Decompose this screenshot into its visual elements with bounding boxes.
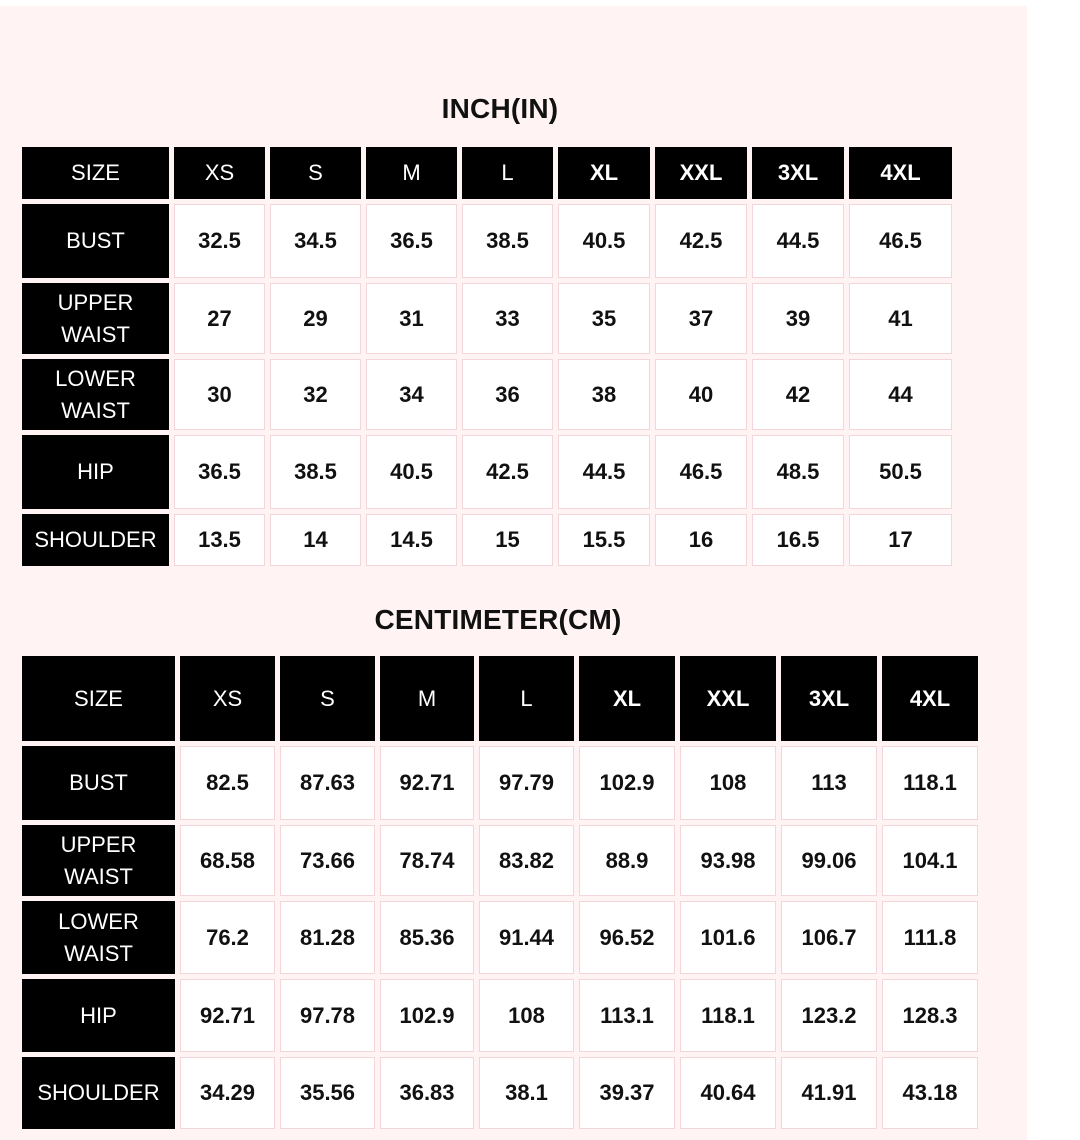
measurement-value: 34.29 (180, 1057, 275, 1129)
measurement-value: 88.9 (579, 825, 675, 896)
measurement-value: 41.91 (781, 1057, 877, 1129)
measurement-value: 118.1 (882, 746, 978, 820)
measurement-value: 128.3 (882, 979, 978, 1052)
measurement-value: 106.7 (781, 901, 877, 974)
measurement-label-line: WAIST (61, 321, 130, 347)
measurement-value: 31 (366, 283, 457, 354)
cm-chart-title: CENTIMETER(CM) (374, 604, 622, 635)
size-header-cell: S (280, 656, 375, 741)
measurement-value: 40.64 (680, 1057, 776, 1129)
measurement-row (22, 825, 978, 896)
measurement-value: 44.5 (752, 204, 844, 278)
measurement-value: 42.5 (462, 435, 553, 509)
size-header-cell: M (366, 147, 457, 199)
measurement-value: 32.5 (174, 204, 265, 278)
size-header-cell: L (479, 656, 574, 741)
inch-chart-title: INCH(IN) (441, 93, 559, 124)
measurement-label-line: BUST (66, 228, 125, 254)
measurement-value: 97.79 (479, 746, 574, 820)
measurement-label-line: LOWER (55, 365, 136, 391)
size-header-cell: M (380, 656, 474, 741)
measurement-label (22, 746, 175, 820)
measurement-label-line: SHOULDER (37, 1080, 160, 1106)
measurement-value: 38.5 (462, 204, 553, 278)
measurement-row (22, 359, 952, 430)
measurement-label-line: WAIST (64, 863, 133, 889)
cm-header-row (22, 656, 978, 741)
size-header-cell: S (270, 147, 361, 199)
measurement-value: 29 (270, 283, 361, 354)
measurement-value: 46.5 (849, 204, 952, 278)
size-header-cell: XL (558, 147, 650, 199)
measurement-value: 38 (558, 359, 650, 430)
measurement-row (22, 901, 978, 974)
measurement-value: 16.5 (752, 514, 844, 566)
measurement-value: 113 (781, 746, 877, 820)
measurement-value: 44 (849, 359, 952, 430)
size-header-cell: XXL (655, 147, 747, 199)
measurement-value: 102.9 (579, 746, 675, 820)
measurement-value: 15.5 (558, 514, 650, 566)
size-header-cell: 3XL (752, 147, 844, 199)
measurement-value: 108 (680, 746, 776, 820)
measurement-value: 34.5 (270, 204, 361, 278)
measurement-value: 92.71 (180, 979, 275, 1052)
measurement-value: 50.5 (849, 435, 952, 509)
measurement-value: 16 (655, 514, 747, 566)
measurement-value: 73.66 (280, 825, 375, 896)
measurement-value: 30 (174, 359, 265, 430)
measurement-value: 41 (849, 283, 952, 354)
measurement-value: 36.83 (380, 1057, 474, 1129)
size-header-cell: 4XL (849, 147, 952, 199)
measurement-value: 27 (174, 283, 265, 354)
measurement-value: 87.63 (280, 746, 375, 820)
measurement-value: 99.06 (781, 825, 877, 896)
measurement-label-line: WAIST (61, 397, 130, 423)
measurement-value: 92.71 (380, 746, 474, 820)
measurement-value: 104.1 (882, 825, 978, 896)
size-header-cell: XL (579, 656, 675, 741)
measurement-value: 42.5 (655, 204, 747, 278)
measurement-label (22, 901, 175, 974)
measurement-value: 82.5 (180, 746, 275, 820)
measurement-label (22, 435, 169, 509)
measurement-value: 35.56 (280, 1057, 375, 1129)
size-column-header: SIZE (22, 147, 169, 199)
measurement-label (22, 1057, 175, 1129)
measurement-value: 36.5 (174, 435, 265, 509)
measurement-value: 91.44 (479, 901, 574, 974)
size-header-cell: XS (180, 656, 275, 741)
measurement-value: 81.28 (280, 901, 375, 974)
size-header-cell: L (462, 147, 553, 199)
measurement-label (22, 979, 175, 1052)
measurement-label (22, 204, 169, 278)
measurement-value: 83.82 (479, 825, 574, 896)
measurement-row (22, 514, 952, 566)
measurement-value: 35 (558, 283, 650, 354)
measurement-label (22, 283, 169, 354)
measurement-value: 14.5 (366, 514, 457, 566)
size-header-cell: XS (174, 147, 265, 199)
measurement-label-line: WAIST (64, 940, 133, 966)
measurement-value: 118.1 (680, 979, 776, 1052)
measurement-label-line: LOWER (58, 908, 139, 934)
size-header-cell: 4XL (882, 656, 978, 741)
measurement-label-line: HIP (77, 459, 114, 485)
measurement-value: 68.58 (180, 825, 275, 896)
measurement-value: 32 (270, 359, 361, 430)
measurement-value: 85.36 (380, 901, 474, 974)
inch-size-table (17, 142, 957, 571)
measurement-row (22, 435, 952, 509)
measurement-value: 97.78 (280, 979, 375, 1052)
measurement-row (22, 979, 978, 1052)
measurement-value: 101.6 (680, 901, 776, 974)
measurement-value: 78.74 (380, 825, 474, 896)
measurement-value: 39 (752, 283, 844, 354)
measurement-row (22, 283, 952, 354)
size-header-cell: 3XL (781, 656, 877, 741)
measurement-value: 40 (655, 359, 747, 430)
measurement-value: 113.1 (579, 979, 675, 1052)
measurement-value: 34 (366, 359, 457, 430)
measurement-value: 37 (655, 283, 747, 354)
measurement-value: 48.5 (752, 435, 844, 509)
measurement-value: 93.98 (680, 825, 776, 896)
measurement-value: 123.2 (781, 979, 877, 1052)
measurement-label-line: BUST (69, 770, 128, 796)
measurement-value: 14 (270, 514, 361, 566)
measurement-value: 17 (849, 514, 952, 566)
measurement-value: 44.5 (558, 435, 650, 509)
inch-header-row (22, 147, 952, 199)
size-header-cell: XXL (680, 656, 776, 741)
measurement-label (22, 514, 169, 566)
measurement-label-line: UPPER (57, 289, 134, 315)
measurement-value: 76.2 (180, 901, 275, 974)
measurement-row (22, 1057, 978, 1129)
measurement-value: 111.8 (882, 901, 978, 974)
measurement-label (22, 359, 169, 430)
cm-size-table (17, 651, 983, 1134)
measurement-label (22, 825, 175, 896)
size-column-header: SIZE (22, 656, 175, 741)
measurement-value: 39.37 (579, 1057, 675, 1129)
measurement-value: 15 (462, 514, 553, 566)
measurement-value: 40.5 (366, 435, 457, 509)
measurement-row (22, 204, 952, 278)
measurement-value: 36 (462, 359, 553, 430)
measurement-value: 33 (462, 283, 553, 354)
measurement-label-line: SHOULDER (34, 527, 157, 553)
measurement-value: 108 (479, 979, 574, 1052)
measurement-value: 42 (752, 359, 844, 430)
measurement-row (22, 746, 978, 820)
measurement-value: 40.5 (558, 204, 650, 278)
measurement-value: 96.52 (579, 901, 675, 974)
measurement-value: 43.18 (882, 1057, 978, 1129)
measurement-label-line: UPPER (60, 831, 137, 857)
measurement-value: 38.5 (270, 435, 361, 509)
measurement-value: 46.5 (655, 435, 747, 509)
measurement-label-line: HIP (80, 1002, 117, 1028)
measurement-value: 13.5 (174, 514, 265, 566)
measurement-value: 36.5 (366, 204, 457, 278)
measurement-value: 102.9 (380, 979, 474, 1052)
measurement-value: 38.1 (479, 1057, 574, 1129)
